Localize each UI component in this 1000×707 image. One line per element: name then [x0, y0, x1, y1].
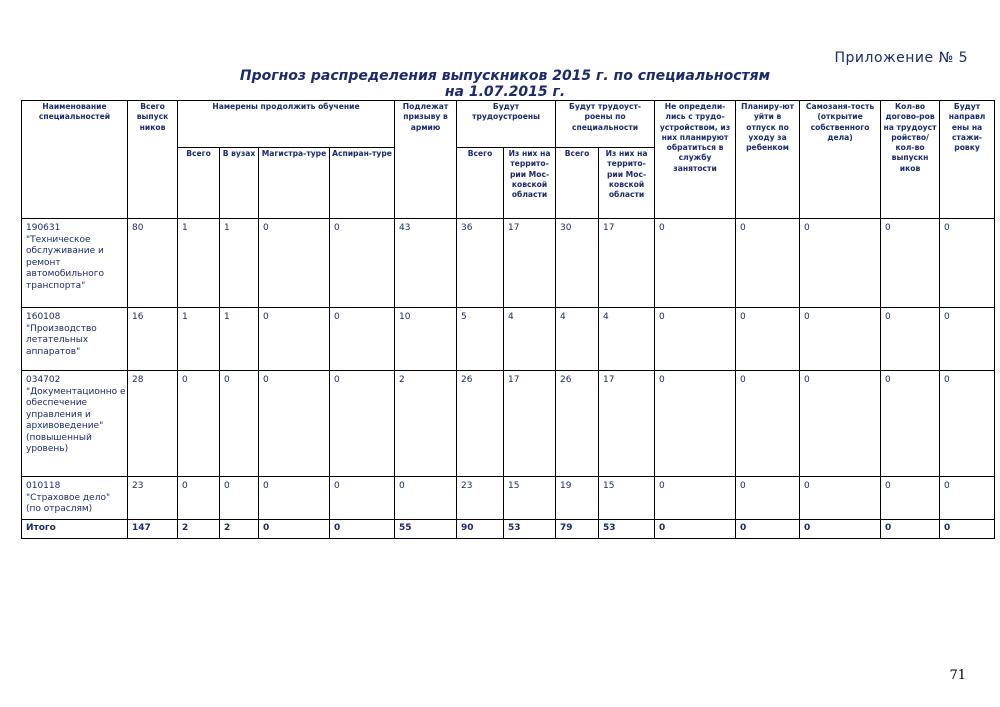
- cell: 23: [457, 477, 504, 520]
- cell: 80: [128, 219, 178, 308]
- header-specialty-moscow: Из них на террито-рии Мос-ковской области: [599, 148, 655, 219]
- cell: 0: [736, 219, 800, 308]
- specialty-name: 034702 "Документационно е обеспечение управления и архивоведение" (повышенный уровень): [22, 371, 128, 477]
- cell: 0: [736, 308, 800, 371]
- specialty-name: 160108 "Производство летательных аппаратов": [22, 308, 128, 371]
- cell: 16: [128, 308, 178, 371]
- header-parental-leave: Планиру-ют уйти в отпуск по уходу за ребенком: [736, 101, 800, 219]
- total-cell: 2: [178, 520, 220, 539]
- cell: 17: [599, 371, 655, 477]
- specialty-name: 010118 "Страховое дело" (по отраслям): [22, 477, 128, 520]
- cell: 1: [178, 219, 220, 308]
- header-total: Всего выпуск ников: [128, 101, 178, 219]
- total-cell: 55: [395, 520, 457, 539]
- header-army: Подлежат призыву в армию: [395, 101, 457, 219]
- table-row: [22, 477, 995, 520]
- cell: 0: [220, 371, 259, 477]
- cell: 15: [599, 477, 655, 520]
- cell: 0: [800, 477, 881, 520]
- cell: 10: [395, 308, 457, 371]
- header-employed-moscow: Из них на террито-рии Мос-ковской области: [504, 148, 556, 219]
- cell: 5: [457, 308, 504, 371]
- total-cell: 0: [330, 520, 395, 539]
- cell: 0: [655, 477, 736, 520]
- header-continue-study: Намерены продолжить обучение: [178, 101, 395, 148]
- cell: 0: [940, 371, 995, 477]
- cell: 0: [259, 308, 330, 371]
- cell: 26: [457, 371, 504, 477]
- header-employed-total: Всего: [457, 148, 504, 219]
- total-row: [22, 520, 995, 539]
- cell: 4: [599, 308, 655, 371]
- cell: 0: [330, 219, 395, 308]
- cell: 0: [736, 371, 800, 477]
- cell: 0: [259, 477, 330, 520]
- header-contracts: Кол-во догово-ров на трудоуст ройство/ кол-во выпускн иков: [881, 101, 940, 219]
- table-row: [22, 371, 995, 477]
- header-internship: Будут направл ены на стажи-ровку: [940, 101, 995, 219]
- total-cell: 53: [504, 520, 556, 539]
- cell: 0: [259, 219, 330, 308]
- table-row: [22, 219, 995, 308]
- cell: 28: [128, 371, 178, 477]
- cell: 0: [655, 219, 736, 308]
- header-undecided: Не определи-лись с трудо-устройством, из них планируют обратиться в службу занятости: [655, 101, 736, 219]
- cell: 30: [556, 219, 599, 308]
- cell: 0: [881, 219, 940, 308]
- title-line-2: на 1.07.2015 г.: [444, 84, 566, 100]
- header-name: Наименование специальностей: [22, 101, 128, 219]
- total-cell: 0: [800, 520, 881, 539]
- total-cell: 147: [128, 520, 178, 539]
- cell: 0: [330, 477, 395, 520]
- cell: 0: [736, 477, 800, 520]
- cell: 1: [178, 308, 220, 371]
- cell: 1: [220, 308, 259, 371]
- total-cell: 79: [556, 520, 599, 539]
- cell: 17: [599, 219, 655, 308]
- cell: 36: [457, 219, 504, 308]
- cell: 4: [556, 308, 599, 371]
- cell: 23: [128, 477, 178, 520]
- graduates-table: [21, 100, 995, 539]
- header-study-total: Всего: [178, 148, 220, 219]
- cell: 17: [504, 371, 556, 477]
- total-label: Итого: [22, 520, 128, 539]
- appendix-label: Приложение № 5: [834, 50, 968, 66]
- cell: 0: [655, 308, 736, 371]
- total-cell: 0: [259, 520, 330, 539]
- total-cell: 0: [881, 520, 940, 539]
- header-study-university: В вузах: [220, 148, 259, 219]
- cell: 0: [655, 371, 736, 477]
- cell: 17: [504, 219, 556, 308]
- cell: 0: [330, 371, 395, 477]
- header-self-employment: Самозаня-тость (открытие собственного дела): [800, 101, 881, 219]
- cell: 0: [259, 371, 330, 477]
- total-cell: 0: [940, 520, 995, 539]
- header-employed: Будут трудоустроены: [457, 101, 556, 148]
- cell: 0: [800, 371, 881, 477]
- cell: 0: [178, 371, 220, 477]
- cell: 0: [330, 308, 395, 371]
- cell: 1: [220, 219, 259, 308]
- cell: 0: [940, 308, 995, 371]
- total-cell: 90: [457, 520, 504, 539]
- cell: 43: [395, 219, 457, 308]
- cell: 0: [940, 477, 995, 520]
- cell: 19: [556, 477, 599, 520]
- page-title: [0, 68, 1000, 100]
- total-cell: 53: [599, 520, 655, 539]
- cell: 0: [220, 477, 259, 520]
- cell: 0: [178, 477, 220, 520]
- cell: 0: [940, 219, 995, 308]
- total-cell: 0: [736, 520, 800, 539]
- header-employed-by-specialty: Будут трудоуст-роены по специальности: [556, 101, 655, 148]
- cell: 0: [800, 219, 881, 308]
- header-study-master: Магистра-туре: [259, 148, 330, 219]
- header-study-postgrad: Аспиран-туре: [330, 148, 395, 219]
- page-number: 71: [949, 668, 966, 683]
- cell: 0: [800, 308, 881, 371]
- table-row: [22, 308, 995, 371]
- cell: 26: [556, 371, 599, 477]
- cell: 0: [881, 477, 940, 520]
- cell: 15: [504, 477, 556, 520]
- header-specialty-total: Всего: [556, 148, 599, 219]
- total-cell: 2: [220, 520, 259, 539]
- cell: 0: [881, 308, 940, 371]
- total-cell: 0: [655, 520, 736, 539]
- cell: 2: [395, 371, 457, 477]
- title-line-1: Прогноз распределения выпускников 2015 г. по специальностям: [239, 68, 771, 84]
- cell: 0: [395, 477, 457, 520]
- cell: 0: [881, 371, 940, 477]
- specialty-name: 190631 "Техническое обслуживание и ремонт автомобильного транспорта": [22, 219, 128, 308]
- cell: 4: [504, 308, 556, 371]
